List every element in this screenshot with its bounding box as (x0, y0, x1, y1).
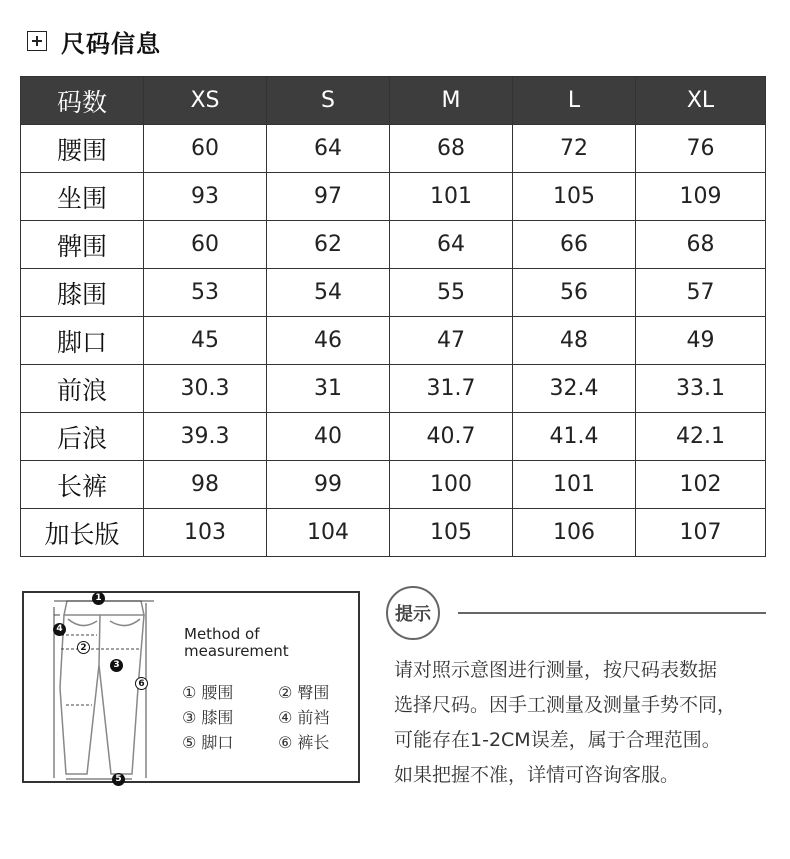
table-row (21, 509, 766, 557)
table-row (21, 317, 766, 365)
section-header (27, 24, 161, 58)
column-header: S (267, 77, 390, 125)
table-cell: 62 (267, 221, 390, 269)
table-cell: 31.7 (390, 365, 513, 413)
table-cell: 56 (513, 269, 636, 317)
plus-icon (27, 31, 47, 51)
table-cell: 41.4 (513, 413, 636, 461)
measurement-diagram (22, 591, 360, 783)
size-table (20, 76, 766, 557)
table-cell: 68 (636, 221, 766, 269)
column-header: XS (144, 77, 267, 125)
table-row (21, 461, 766, 509)
table-cell: 30.3 (144, 365, 267, 413)
table-cell: 46 (267, 317, 390, 365)
table-cell: 31 (267, 365, 390, 413)
table-cell: 76 (636, 125, 766, 173)
table-row (21, 221, 766, 269)
table-cell: 101 (390, 173, 513, 221)
table-cell: 42.1 (636, 413, 766, 461)
legend-item: ⑥ 裤长 (278, 733, 330, 752)
table-cell: 98 (144, 461, 267, 509)
table-cell: 66 (513, 221, 636, 269)
table-cell: 45 (144, 317, 267, 365)
marker-6: 6 (135, 677, 148, 690)
marker-5: 5 (112, 773, 125, 786)
table-cell: 49 (636, 317, 766, 365)
table-cell: 32.4 (513, 365, 636, 413)
table-cell: 107 (636, 509, 766, 557)
table-cell: 64 (267, 125, 390, 173)
table-cell: 64 (390, 221, 513, 269)
tip-line: 请对照示意图进行测量，按尺码表数据 (394, 659, 718, 681)
tip-text (394, 653, 786, 793)
row-label: 腰围 (21, 125, 144, 173)
row-label: 坐围 (21, 173, 144, 221)
table-cell: 57 (636, 269, 766, 317)
table-row (21, 269, 766, 317)
table-cell: 54 (267, 269, 390, 317)
legend-item: ⑤ 脚口 (182, 733, 234, 752)
table-cell: 47 (390, 317, 513, 365)
table-cell: 72 (513, 125, 636, 173)
row-label: 膝围 (21, 269, 144, 317)
section-title: 尺码信息 (61, 29, 161, 58)
table-cell: 105 (390, 509, 513, 557)
marker-3: 3 (110, 659, 123, 672)
legend-item: ④ 前裆 (278, 708, 330, 727)
method-title-line2: measurement (184, 642, 289, 660)
table-cell: 102 (636, 461, 766, 509)
column-header: XL (636, 77, 766, 125)
table-cell: 106 (513, 509, 636, 557)
row-label: 加长版 (21, 509, 144, 557)
table-cell: 99 (267, 461, 390, 509)
legend-item: ② 臀围 (278, 683, 330, 702)
table-cell: 103 (144, 509, 267, 557)
table-cell: 53 (144, 269, 267, 317)
column-header: M (390, 77, 513, 125)
table-cell: 55 (390, 269, 513, 317)
marker-1: 1 (92, 592, 105, 605)
marker-4: 4 (53, 623, 66, 636)
table-row (21, 125, 766, 173)
table-cell: 109 (636, 173, 766, 221)
table-row (21, 365, 766, 413)
table-cell: 100 (390, 461, 513, 509)
table-header-row (21, 77, 766, 125)
legend-item: ③ 膝围 (182, 708, 234, 727)
table-cell: 60 (144, 125, 267, 173)
table-row (21, 413, 766, 461)
table-cell: 101 (513, 461, 636, 509)
tip-divider (458, 612, 766, 614)
tip-line: 如果把握不准，详情可咨询客服。 (394, 764, 680, 786)
table-row (21, 173, 766, 221)
method-title-line1: Method of (184, 625, 260, 643)
row-label: 长裤 (21, 461, 144, 509)
row-label: 前浪 (21, 365, 144, 413)
marker-2: 2 (77, 641, 90, 654)
tip-line: 选择尺码。因手工测量及测量手势不同， (394, 694, 737, 716)
table-cell: 33.1 (636, 365, 766, 413)
table-cell: 60 (144, 221, 267, 269)
row-label: 髀围 (21, 221, 144, 269)
table-cell: 104 (267, 509, 390, 557)
table-cell: 48 (513, 317, 636, 365)
table-cell: 40 (267, 413, 390, 461)
row-label: 后浪 (21, 413, 144, 461)
table-cell: 39.3 (144, 413, 267, 461)
legend-item: ① 腰围 (182, 683, 234, 702)
tip-badge: 提示 (386, 586, 440, 640)
method-title (184, 626, 289, 660)
pants-illustration (24, 593, 174, 783)
table-cell: 97 (267, 173, 390, 221)
table-cell: 93 (144, 173, 267, 221)
table-cell: 68 (390, 125, 513, 173)
tip-line: 可能存在1-2CM误差，属于合理范围。 (394, 729, 721, 751)
column-header: 码数 (21, 77, 144, 125)
table-cell: 40.7 (390, 413, 513, 461)
table-cell: 105 (513, 173, 636, 221)
column-header: L (513, 77, 636, 125)
row-label: 脚口 (21, 317, 144, 365)
